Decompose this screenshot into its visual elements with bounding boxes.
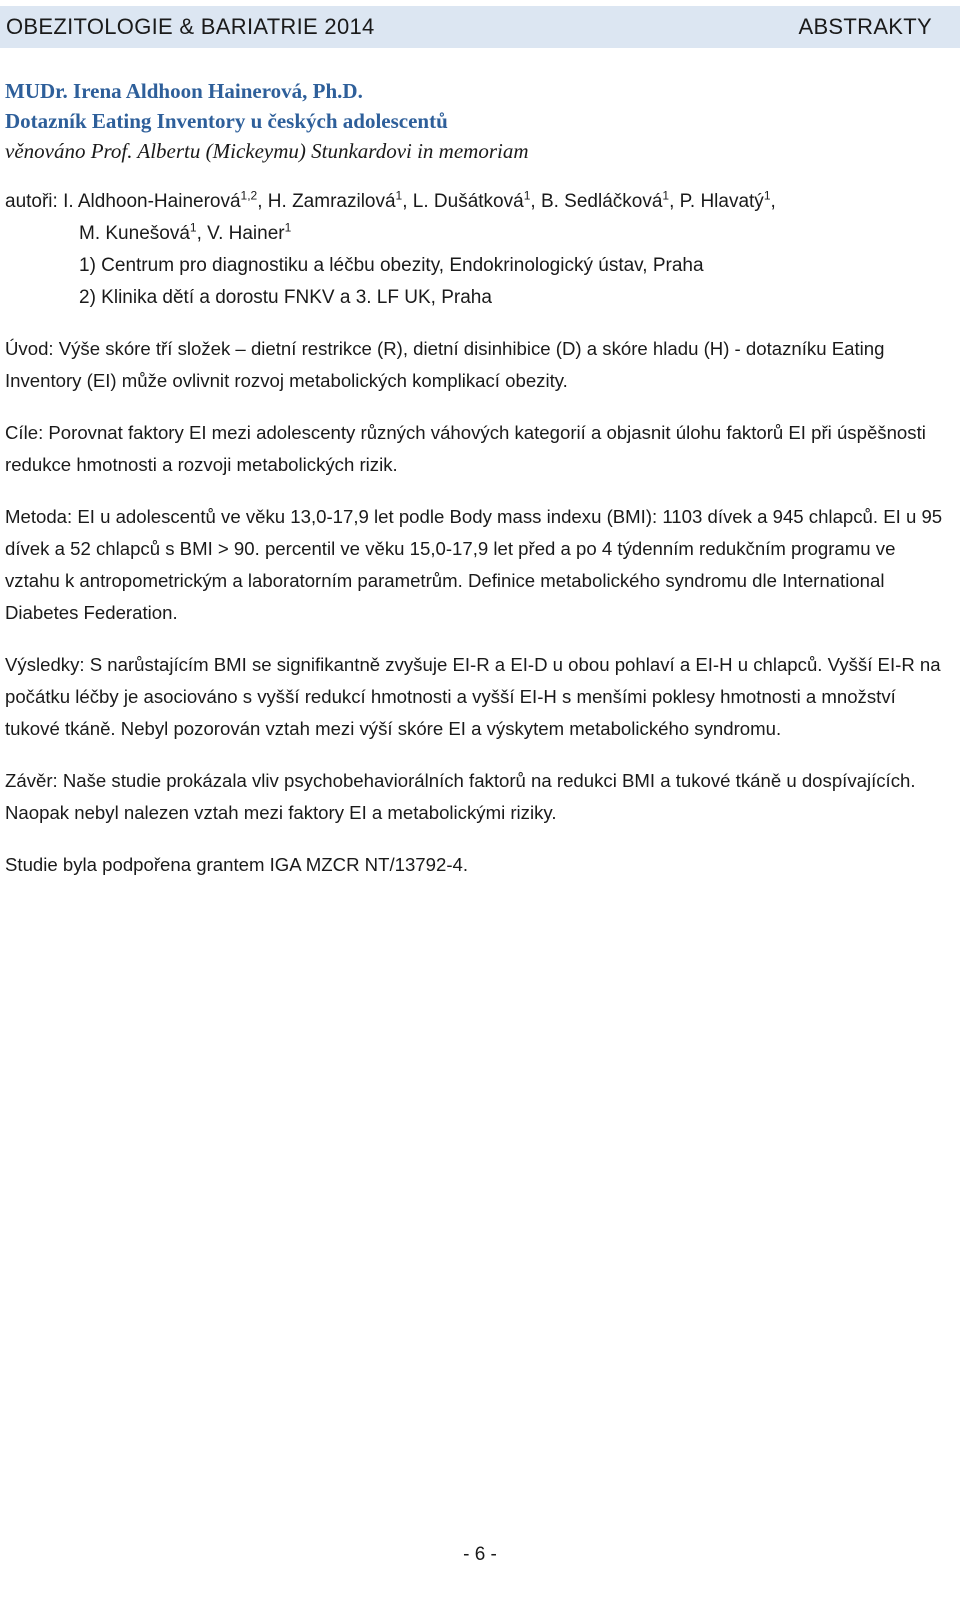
author-sep: , — [402, 191, 413, 212]
author-sup: 1 — [395, 188, 403, 203]
author: P. Hlavatý — [679, 191, 764, 212]
author: H. Zamrazilová — [267, 191, 396, 212]
authors-line-1 — [5, 186, 776, 218]
author-name: MUDr. Irena Aldhoon Hainerová, Ph.D. — [5, 79, 363, 103]
affiliation: 2) Klinika dětí a dorostu FNKV a 3. LF UK, Praha — [79, 287, 492, 308]
journal-title: OBEZITOLOGIE & BARIATRIE 2014 — [6, 14, 375, 39]
authors-block — [5, 186, 776, 314]
abstract-intro — [5, 76, 529, 166]
author-sup: 1,2 — [240, 188, 258, 203]
author-sep: , — [196, 223, 208, 244]
paragraph-results: Výsledky: S narůstajícím BMI se signifikantně zvyšuje EI-R a EI-D u obou pohlaví a EI-H u chlapců. Vyšší EI-R na počátku léčby je asociováno s vyšší redukcí hmotnosti a vyšší EI-H s menšími poklesy hmotnosti a množství tukové tkáně. Nebyl pozorován vztah mezi výší skóre EI a výskytem metabolického syndromu. — [5, 654, 941, 739]
abstract-body — [5, 333, 945, 901]
author-sep: , — [257, 191, 268, 212]
author-sup: 1 — [189, 220, 197, 235]
authors-label: autoři: — [5, 191, 58, 212]
paragraph-method: Metoda: EI u adolescentů ve věku 13,0-17,9 let podle Body mass indexu (BMI): 1103 dívek a 945 chlapců. EI u 95 dívek a 52 chlapců s BMI > 90. percentil ve věku 15,0-17,9 let před a po 4 týdenním redukčním programu ve vztahu k antropometrickým a laboratorním parametrům. Definice metabolického syndromu dle International Diabetes Federation. — [5, 506, 943, 623]
author-sup: 1 — [284, 220, 292, 235]
abstract-title: Dotazník Eating Inventory u českých adolescentů — [5, 109, 448, 133]
section-label: ABSTRAKTY — [798, 14, 932, 39]
author-sep: , — [669, 191, 680, 212]
author: M. Kunešová — [79, 223, 190, 244]
author-sup: 1 — [763, 188, 771, 203]
author: B. Sedláčková — [540, 191, 663, 212]
paragraph-aims: Cíle: Porovnat faktory EI mezi adolescenty různých váhových kategorií a objasnit úlohu faktorů EI při úspěšnosti redukce hmotnosti a rozvoji metabolických rizik. — [5, 422, 926, 475]
author: V. Hainer — [207, 223, 285, 244]
paragraph-grant: Studie byla podpořena grantem IGA MZCR NT/13792-4. — [5, 854, 469, 875]
author-sup: 1 — [662, 188, 670, 203]
author: L. Dušátková — [412, 191, 524, 212]
author: I. Aldhoon-Hainerová — [57, 191, 241, 212]
author-sep: , — [530, 191, 541, 212]
paragraph-intro: Úvod: Výše skóre tří složek – dietní restrikce (R), dietní disinhibice (D) a skóre hladu (H) - dotazníku Eating Inventory (EI) může ovlivnit rozvoj metabolických komplikací obezity. — [5, 338, 885, 391]
affiliation: 1) Centrum pro diagnostiku a léčbu obezity, Endokrinologický ústav, Praha — [79, 255, 704, 276]
author-sep: , — [770, 191, 776, 212]
page-header — [0, 6, 960, 48]
dedication: věnováno Prof. Albertu (Mickeymu) Stunkardovi in memoriam — [5, 139, 529, 163]
author-sup: 1 — [523, 188, 531, 203]
paragraph-conclusion: Závěr: Naše studie prokázala vliv psychobehaviorálních faktorů na redukci BMI a tukové tkáně u dospívajících. Naopak nebyl nalezen vztah mezi faktory EI a metabolickými riziky. — [5, 770, 916, 823]
page-number: - 6 - — [463, 1544, 497, 1565]
authors-line-2 — [5, 218, 776, 250]
